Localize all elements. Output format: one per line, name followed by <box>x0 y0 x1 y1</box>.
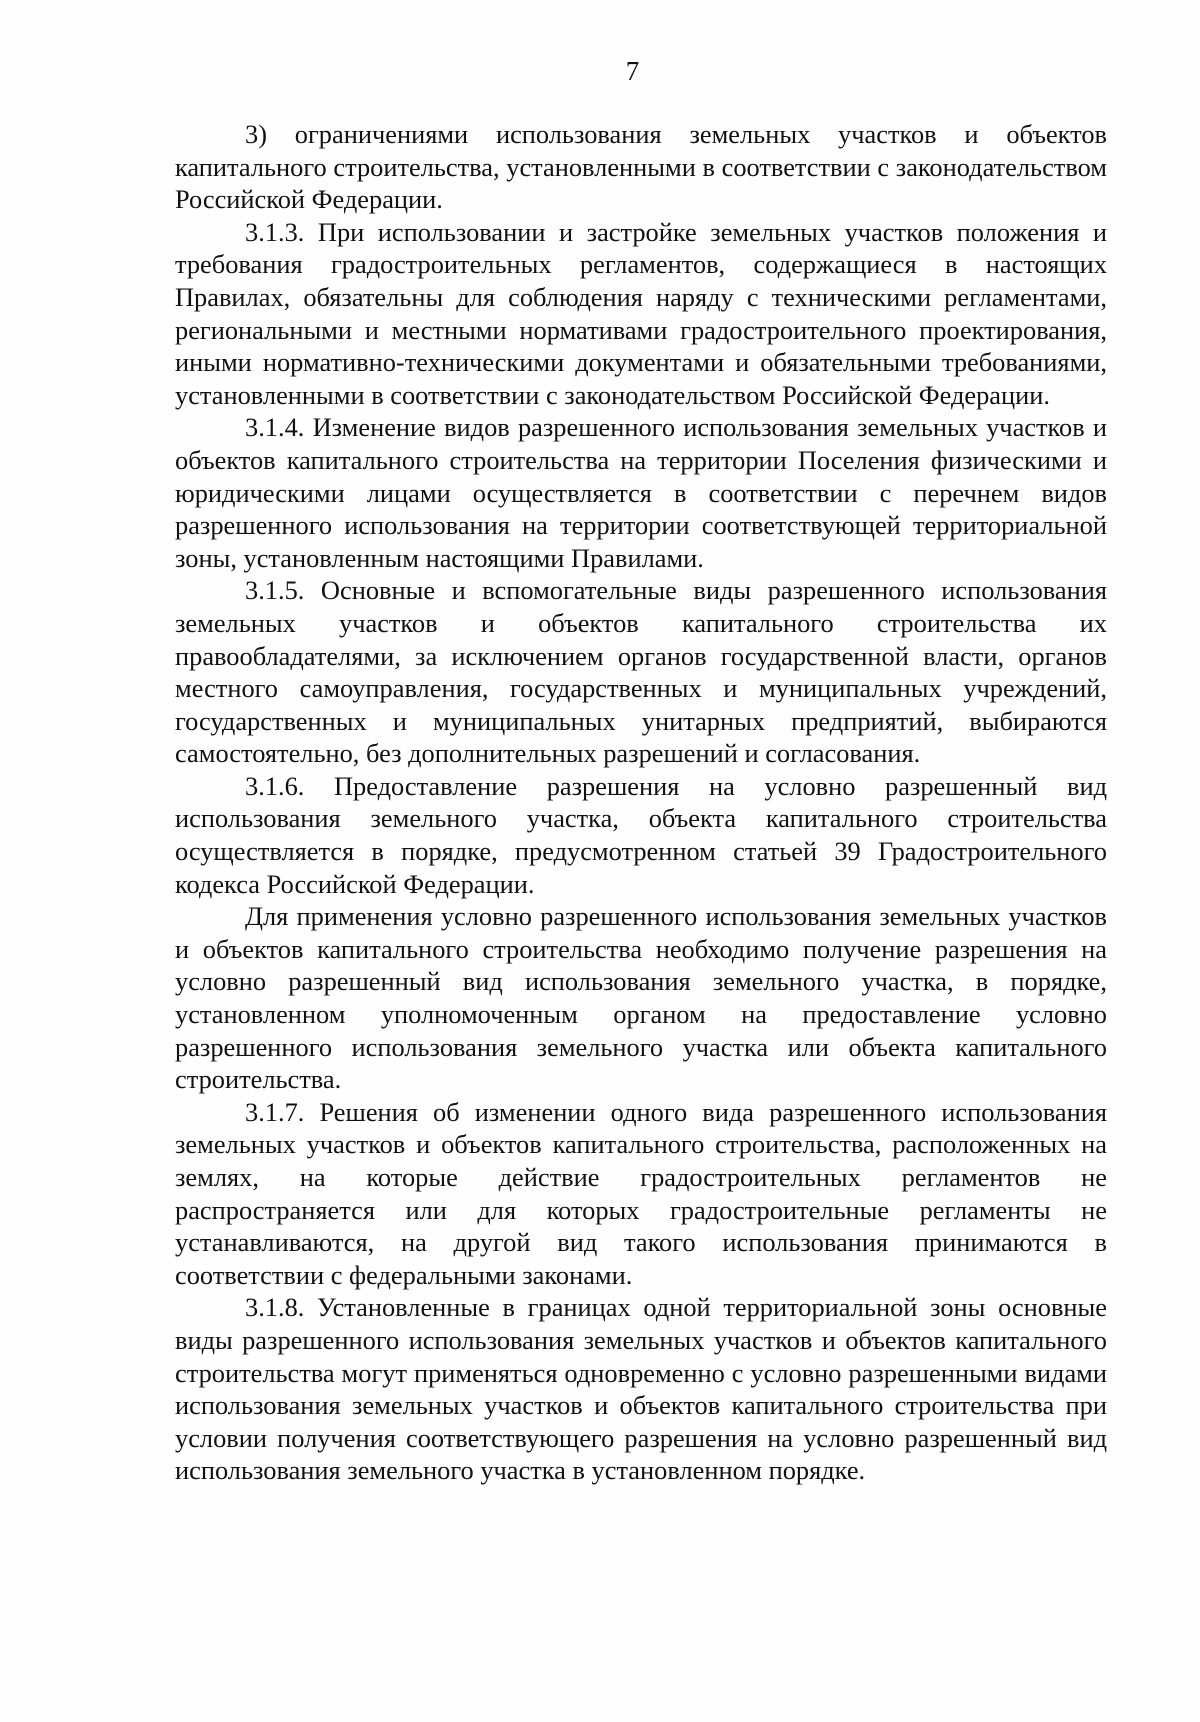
paragraph-3-1-4: 3.1.4. Изменение видов разрешенного использования земельных участков и объектов капитального строительства на территории Поселения физическими и юридическими лицами осуществляется в соответствии с перечнем видов разрешенного использования на территории соответствующей территориальной зоны, установленным настоящими Правилами. <box>175 412 1107 573</box>
paragraph-3-1-8: 3.1.8. Установленные в границах одной территориальной зоны основные виды разрешенного использования земельных участков и объектов капитального строительства могут применяться одновременно с условно разрешенными видами использования земельных участков и объектов капитального строительства при условии получения соответствующего разрешения на условно разрешенный вид использования земельного участка в установленном порядке. <box>175 1292 1107 1486</box>
paragraph-3-1-3: 3.1.3. При использовании и застройке земельных участков положения и требования градостроительных регламентов, содержащиеся в настоящих Правилах, обязательны для соблюдения наряду с техническими регламентами, региональными и местными нормативами градостроительного проектирования, иными нормативно-техническими документами и обязательными требованиями, установленными в соответствии с законодательством Российской Федерации. <box>175 216 1107 410</box>
paragraph-3-1-6: 3.1.6. Предоставление разрешения на условно разрешенный вид использования земельного участка, объекта капитального строительства осуществляется в порядке, предусмотренном статьей 39 Градостроительного кодекса Российской Федерации. <box>175 770 1107 899</box>
paragraph-3-1-7: 3.1.7. Решения об изменении одного вида разрешенного использования земельных участков и объектов капитального строительства, расположенных на землях, на которые действие градостроительных регламентов не распространяется или для которых градостроительные регламенты не устанавливаются, на другой вид такого использования принимаются в соответствии с федеральными законами. <box>175 1096 1107 1290</box>
paragraph-3-1-5: 3.1.5. Основные и вспомогательные виды разрешенного использования земельных участков и объектов капитального строительства их правообладателями, за исключением органов государственной власти, органов местного самоуправления, государственных и муниципальных учреждений, государственных и муниципальных унитарных предприятий, выбираются самостоятельно, без дополнительных разрешений и согласования. <box>175 575 1107 769</box>
paragraph-item-3: 3) ограничениями использования земельных участков и объектов капитального строительства, установленными в соответствии с законодательством Российской Федерации. <box>175 119 1107 215</box>
paragraph-conditional-use: Для применения условно разрешенного использования земельных участков и объектов капитального строительства необходимо получение разрешения на условно разрешенный вид использования земельного участка, в порядке, установленном уполномоченным органом на предоставление условно разрешенного использования земельного участка или объекта капитального строительства. <box>175 901 1107 1095</box>
page-number: 7 <box>625 56 640 86</box>
document-body <box>175 118 1107 1487</box>
